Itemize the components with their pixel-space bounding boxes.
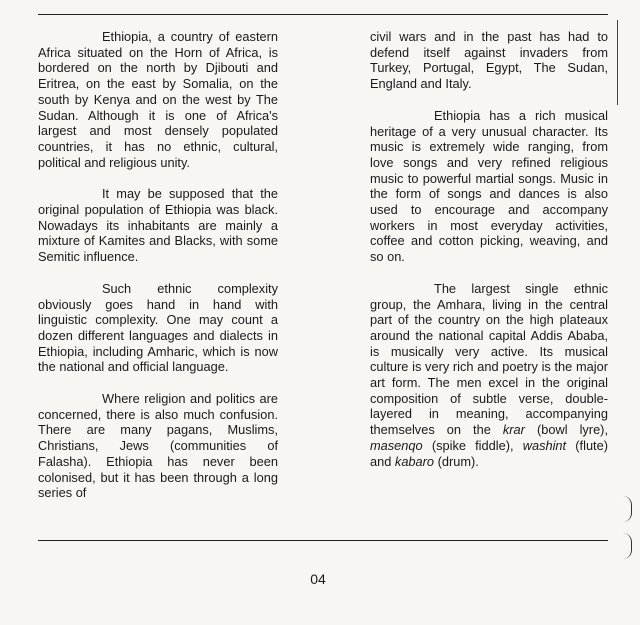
paragraph-ethiopia-intro: Ethiopia, a country of eastern Africa situated on the Horn of Africa, is bordered on the north by Djibouti and Eritrea, on the east by Somalia, on the south by Kenya and on the west by The Sudan. Although it is one of Africa's largest and most densely populated countries, it has no ethnic, cultural, political and religious unity. (38, 29, 278, 170)
instrument-washint: washint (522, 437, 567, 453)
paragraph-amhara (370, 281, 608, 469)
paragraph-religion: Where religion and politics are concerned, there is also much confusion. There are many pagans, Muslims, Christians, Jews (communities of Falasha). Ethiopia has never been colonised, but it has been through a long series of (38, 391, 278, 501)
kabaro-description: (drum). (437, 453, 479, 469)
right-column (370, 29, 608, 485)
masenqo-description: (spike fiddle), (431, 437, 514, 453)
amhara-intro-text: The largest single ethnic group, the Amhara, living in the central part of the country on the high plateaux around the national capital Addis Ababa, is musically very active. Its musical culture is very rich and poetry is the major art form. The men excel in the original composition of subtle verse, double-layered in meaning, accompanying themselves on the (370, 280, 608, 438)
paragraph-population: It may be supposed that the original population of Ethiopia was black. Nowadays its inhabitants are mainly a mixture of Kamites and Blacks, with some Semitic influence. (38, 186, 278, 265)
edge-bracket-mark (623, 496, 632, 522)
edge-line (617, 20, 618, 105)
bottom-rule (38, 540, 608, 541)
edge-bracket-mark (623, 533, 632, 559)
krar-description: (bowl lyre), (536, 422, 609, 438)
washint-description: (flute) and (370, 437, 608, 469)
paragraph-musical-heritage: Ethiopia has a rich musical heritage of a very unusual character. Its music is extremely wide ranging, from love songs and very refined religious music to powerful martial songs. Music in the form of songs and dances is also used to encourage and accompany workers in most everyday activities, coffee and cotton picking, weaving, and so on. (370, 107, 608, 265)
top-rule (38, 14, 608, 15)
instrument-krar: krar (502, 422, 525, 438)
instrument-masenqo: masenqo (370, 437, 423, 453)
page-number: 04 (310, 571, 326, 587)
paragraph-linguistic: Such ethnic complexity obviously goes hand in hand with linguistic complexity. One may count a dozen different languages and dialects in Ethiopia, including Amharic, which is now the national and official language. (38, 280, 278, 375)
instrument-kabaro: kabaro (394, 453, 435, 469)
left-column (38, 29, 278, 517)
paragraph-civil-wars: civil wars and in the past has had to defend itself against invaders from Turkey, Portugal, Egypt, The Sudan, England and Italy. (370, 29, 608, 92)
